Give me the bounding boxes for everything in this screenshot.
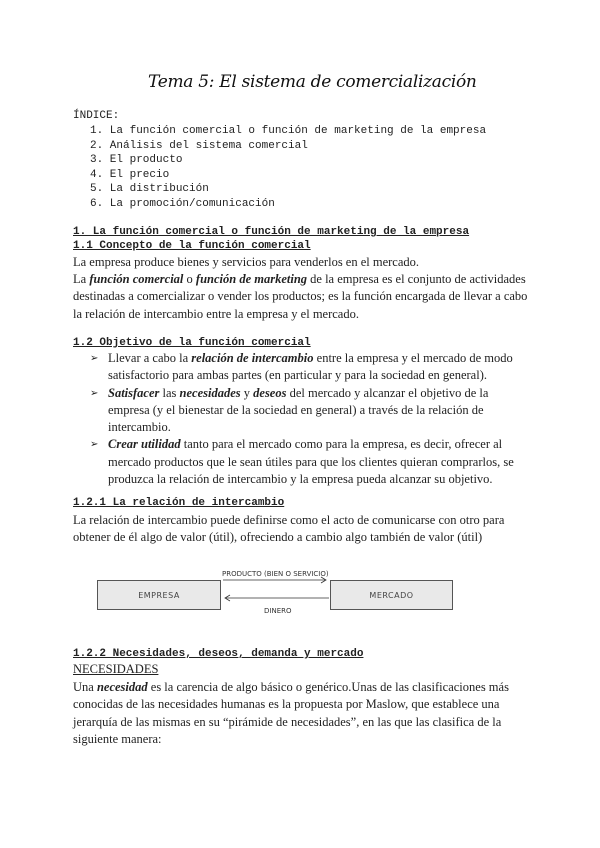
text: o: [183, 272, 196, 286]
diagram-box-empresa: EMPRESA: [97, 580, 221, 610]
arrow-bullet-icon: ➢: [90, 353, 99, 364]
index-item: 5. La distribución: [90, 183, 209, 196]
paragraph: La relación de intercambio puede definirse como el acto de comunicarse con otro para obtener de él algo de valor (útil), ofreciendo a cambio algo también de valor (útil): [73, 513, 505, 545]
index-label: ÍNDICE:: [73, 110, 120, 122]
text: tanto para el mercado como para la empresa, es decir, ofrecer al mercado productos que le sean útiles para que los clientes quieran comprarlos, se produzca la relación de intercambio y la empresa pueda alcanzar su objetivo.: [108, 437, 514, 487]
emphasis: función comercial: [89, 272, 184, 286]
section-heading: 1. La función comercial o función de marketing de la empresa: [73, 226, 470, 238]
emphasis: necesidades: [179, 385, 241, 400]
subsection-heading: 1.1 Concepto de la función comercial: [73, 240, 311, 252]
subsection-label: NECESIDADES: [73, 662, 159, 676]
subsection-heading: 1.2.1 La relación de intercambio: [73, 497, 285, 509]
index-item: 4. El precio: [90, 168, 170, 181]
paragraph: La empresa produce bienes y servicios para venderlos en el mercado.: [73, 255, 420, 269]
text: entre la empresa y el mercado de modo satisfactorio para ambas partes (en particular y para la sociedad en general).: [108, 351, 513, 383]
bullet-item: [90, 385, 530, 437]
emphasis: función de marketing: [195, 272, 308, 286]
text: de la empresa es el conjunto de actividades destinadas a comercializar o vender los productos; es la función encargada de llevar a cabo la relación de intercambio entre la empresa y el mercado.: [73, 272, 528, 321]
emphasis: necesidad: [96, 680, 148, 694]
page-title: Tema 5: El sistema de comercialización: [148, 72, 477, 92]
arrow-bullet-icon: ➢: [90, 387, 99, 399]
emphasis: relación de intercambio: [191, 351, 314, 365]
emphasis: Crear utilidad: [108, 437, 181, 452]
text: las: [159, 385, 180, 400]
subsection-heading: 1.2.2 Necesidades, deseos, demanda y mercado: [73, 648, 364, 660]
diagram-arrows: [221, 576, 331, 606]
index-list: [90, 124, 486, 212]
index-item: 6. La promoción/comunicación: [90, 197, 275, 210]
index-item: 3. El producto: [90, 154, 183, 167]
text: es la carencia de algo básico o genérico.Unas de las clasificaciones más conocidas de las necesidades humanas es la propuesta por Maslow, que establece una jerarquía de las mismas en su “pirámide de necesidades”, en las que las clasifica de la siguiente manera:: [73, 680, 509, 746]
index-item: 2. Análisis del sistema comercial: [90, 139, 308, 152]
diagram-box-mercado: MERCADO: [330, 580, 453, 610]
bullet-list: [90, 350, 530, 488]
emphasis: Satisfacer: [108, 385, 160, 400]
subsection-heading: 1.2 Objetivo de la función comercial: [73, 337, 311, 349]
text: Llevar a cabo la: [108, 351, 192, 365]
paragraph: [73, 271, 533, 323]
paragraph: [73, 679, 533, 748]
text: y: [240, 385, 254, 400]
bullet-item: [90, 436, 530, 488]
text: La: [73, 272, 90, 286]
index-item: 1. La función comercial o función de marketing de la empresa: [90, 125, 487, 137]
text: Una: [73, 680, 97, 694]
diagram-bottom-label: DINERO: [264, 607, 292, 615]
arrow-bullet-icon: ➢: [90, 439, 99, 451]
text: del mercado y alcanzar el objetivo de la empresa (y el bienestar de la sociedad en general) a través de la relación de intercambio.: [108, 385, 489, 435]
bullet-item: [90, 350, 530, 385]
diagram-top-label: PRODUCTO (BIEN O SERVICIO): [222, 570, 329, 578]
emphasis: deseos: [253, 385, 287, 400]
